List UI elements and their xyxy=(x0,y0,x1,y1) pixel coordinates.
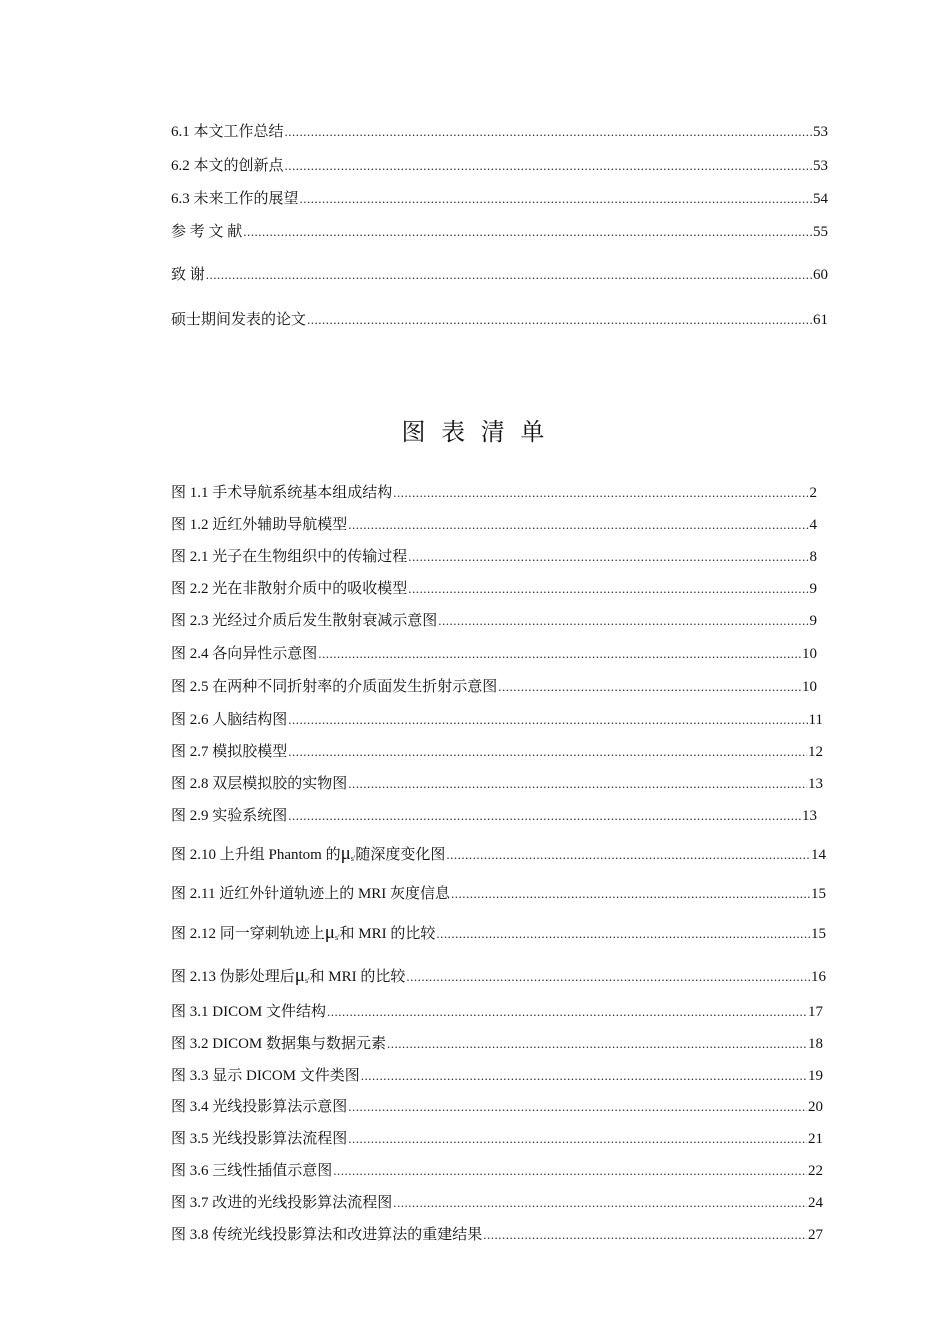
leader-dots xyxy=(406,969,810,985)
figure-label: 图 1.1 手术导航系统基本组成结构 xyxy=(171,485,393,501)
leader-dots xyxy=(408,581,808,597)
mu-symbol: μ xyxy=(340,843,351,864)
figure-label: 图 1.2 近红外辅助导航模型 xyxy=(171,517,348,533)
leader-dots xyxy=(285,158,812,174)
figure-label: 图 3.2 DICOM 数据集与数据元素 xyxy=(171,1036,387,1052)
figure-entry[interactable] xyxy=(171,481,817,503)
figure-label: 图 3.8 传统光线投影算法和改进算法的重建结果 xyxy=(171,1227,483,1243)
leader-dots xyxy=(387,1036,807,1052)
figure-entry[interactable] xyxy=(171,882,826,904)
toc-label: 硕士期间发表的论文 xyxy=(171,312,307,328)
leader-dots xyxy=(348,776,807,792)
toc-entry[interactable] xyxy=(171,263,828,285)
toc-label: 致 谢 xyxy=(171,267,205,283)
leader-dots xyxy=(446,847,810,863)
figure-page: 10 xyxy=(802,646,817,662)
figure-label: 图 3.4 光线投影算法示意图 xyxy=(171,1099,348,1115)
figure-label: 图 2.10 上升组 Phantom 的$\mu_{s'}$随深度变化图 xyxy=(171,843,446,864)
toc-page: 53 xyxy=(813,158,828,174)
figure-page: 22 xyxy=(808,1163,823,1179)
toc-page: 61 xyxy=(813,312,828,328)
toc-label: 6.3 未来工作的展望 xyxy=(171,191,299,207)
figure-label: 图 2.3 光经过介质后发生散射衰减示意图 xyxy=(171,613,438,629)
leader-dots xyxy=(393,485,808,501)
toc-entry[interactable] xyxy=(171,120,828,142)
leader-dots xyxy=(498,679,801,695)
figure-entry[interactable] xyxy=(171,843,826,867)
figure-page: 20 xyxy=(808,1099,823,1115)
figure-page: 9 xyxy=(809,613,817,629)
leader-dots xyxy=(361,1068,807,1084)
figure-entry[interactable] xyxy=(171,772,823,794)
mu-symbol: μ xyxy=(324,922,335,943)
toc-entry[interactable] xyxy=(171,154,828,176)
figure-page: 12 xyxy=(808,744,823,760)
figure-label: 图 2.5 在两种不同折射率的介质面发生折射示意图 xyxy=(171,679,498,695)
toc-page: 60 xyxy=(813,267,828,283)
figure-page: 15 xyxy=(811,926,826,942)
figure-label: 图 3.6 三线性插值示意图 xyxy=(171,1163,333,1179)
figure-entry[interactable] xyxy=(171,1191,823,1213)
leader-dots xyxy=(393,1195,807,1211)
figure-entry[interactable] xyxy=(171,922,826,946)
figure-label: 图 2.8 双层模拟胶的实物图 xyxy=(171,776,348,792)
toc-page: 54 xyxy=(813,191,828,207)
leader-dots xyxy=(438,613,808,629)
list-of-figures-title: 图 表 清 单 xyxy=(401,418,549,446)
figure-label: 图 3.7 改进的光线投影算法流程图 xyxy=(171,1195,393,1211)
figure-label: 图 3.5 光线投影算法流程图 xyxy=(171,1131,348,1147)
toc-label: 参 考 文 献 xyxy=(171,224,243,240)
figure-page: 4 xyxy=(809,517,817,533)
figure-page: 14 xyxy=(811,847,826,863)
figure-page: 19 xyxy=(808,1068,823,1084)
figure-page: 11 xyxy=(808,712,823,728)
figure-page: 21 xyxy=(808,1131,823,1147)
leader-dots xyxy=(243,224,812,240)
figure-page: 13 xyxy=(808,776,823,792)
figure-label: 图 2.2 光在非散射介质中的吸收模型 xyxy=(171,581,408,597)
figure-page: 17 xyxy=(808,1004,823,1020)
figure-entry[interactable] xyxy=(171,1064,823,1086)
leader-dots xyxy=(348,1131,807,1147)
figure-label: 图 2.9 实验系统图 xyxy=(171,808,288,824)
figure-label: 图 2.1 光子在生物组织中的传输过程 xyxy=(171,549,408,565)
figure-page: 16 xyxy=(811,969,826,985)
toc-entry[interactable] xyxy=(171,187,828,209)
figure-entry[interactable] xyxy=(171,609,817,631)
figure-entry[interactable] xyxy=(171,545,817,567)
figure-entry[interactable] xyxy=(171,1000,823,1022)
leader-dots xyxy=(288,744,807,760)
figure-entry[interactable] xyxy=(171,642,817,664)
figure-page: 15 xyxy=(811,886,826,902)
mu-symbol: μ xyxy=(294,965,305,986)
figure-label: 图 3.3 显示 DICOM 文件类图 xyxy=(171,1068,360,1084)
figure-page: 13 xyxy=(802,808,817,824)
leader-dots xyxy=(288,712,807,728)
leader-dots xyxy=(288,808,801,824)
figure-label: 图 2.6 人脑结构图 xyxy=(171,712,288,728)
leader-dots xyxy=(333,1163,807,1179)
leader-dots xyxy=(285,124,812,140)
toc-entry[interactable] xyxy=(171,308,828,330)
figure-entry[interactable] xyxy=(171,740,823,762)
figure-page: 24 xyxy=(808,1195,823,1211)
figure-page: 9 xyxy=(809,581,817,597)
figure-page: 27 xyxy=(808,1227,823,1243)
figure-label: 图 2.4 各向异性示意图 xyxy=(171,646,318,662)
toc-page: 53 xyxy=(813,124,828,140)
leader-dots xyxy=(483,1227,807,1243)
leader-dots xyxy=(206,267,812,283)
figure-entry[interactable] xyxy=(171,965,826,989)
leader-dots xyxy=(307,312,812,328)
figure-entry[interactable] xyxy=(171,1032,823,1054)
figure-entry[interactable] xyxy=(171,708,823,730)
figure-entry[interactable] xyxy=(171,1223,823,1245)
figure-label: 图 2.11 近红外针道轨迹上的 MRI 灰度信息 xyxy=(171,886,451,902)
figure-entry[interactable] xyxy=(171,675,817,697)
figure-page: 2 xyxy=(809,485,817,501)
figure-label: 图 3.1 DICOM 文件结构 xyxy=(171,1004,327,1020)
toc-page: 55 xyxy=(813,224,828,240)
figure-entry[interactable] xyxy=(171,577,817,599)
figure-entry[interactable] xyxy=(171,513,817,535)
leader-dots xyxy=(436,926,810,942)
toc-label: 6.2 本文的创新点 xyxy=(171,158,284,174)
leader-dots xyxy=(318,646,801,662)
leader-dots xyxy=(408,549,808,565)
figure-label: 图 2.7 模拟胶模型 xyxy=(171,744,288,760)
figure-label: 图 2.12 同一穿刺轨迹上$\mu_{s'}$和 MRI 的比较 xyxy=(171,922,436,943)
leader-dots xyxy=(348,1099,807,1115)
figure-entry[interactable] xyxy=(171,1127,823,1149)
figure-entry[interactable] xyxy=(171,804,817,826)
figure-entry[interactable] xyxy=(171,1159,823,1181)
leader-dots xyxy=(300,191,812,207)
figure-label: 图 2.13 伪影处理后$\mu_{s'}$和 MRI 的比较 xyxy=(171,965,406,986)
leader-dots xyxy=(327,1004,807,1020)
toc-entry[interactable] xyxy=(171,220,828,242)
figure-entry[interactable] xyxy=(171,1095,823,1117)
leader-dots xyxy=(451,886,810,902)
leader-dots xyxy=(348,517,808,533)
figure-page: 8 xyxy=(809,549,817,565)
figure-page: 10 xyxy=(802,679,817,695)
toc-label: 6.1 本文工作总结 xyxy=(171,124,284,140)
figure-page: 18 xyxy=(808,1036,823,1052)
